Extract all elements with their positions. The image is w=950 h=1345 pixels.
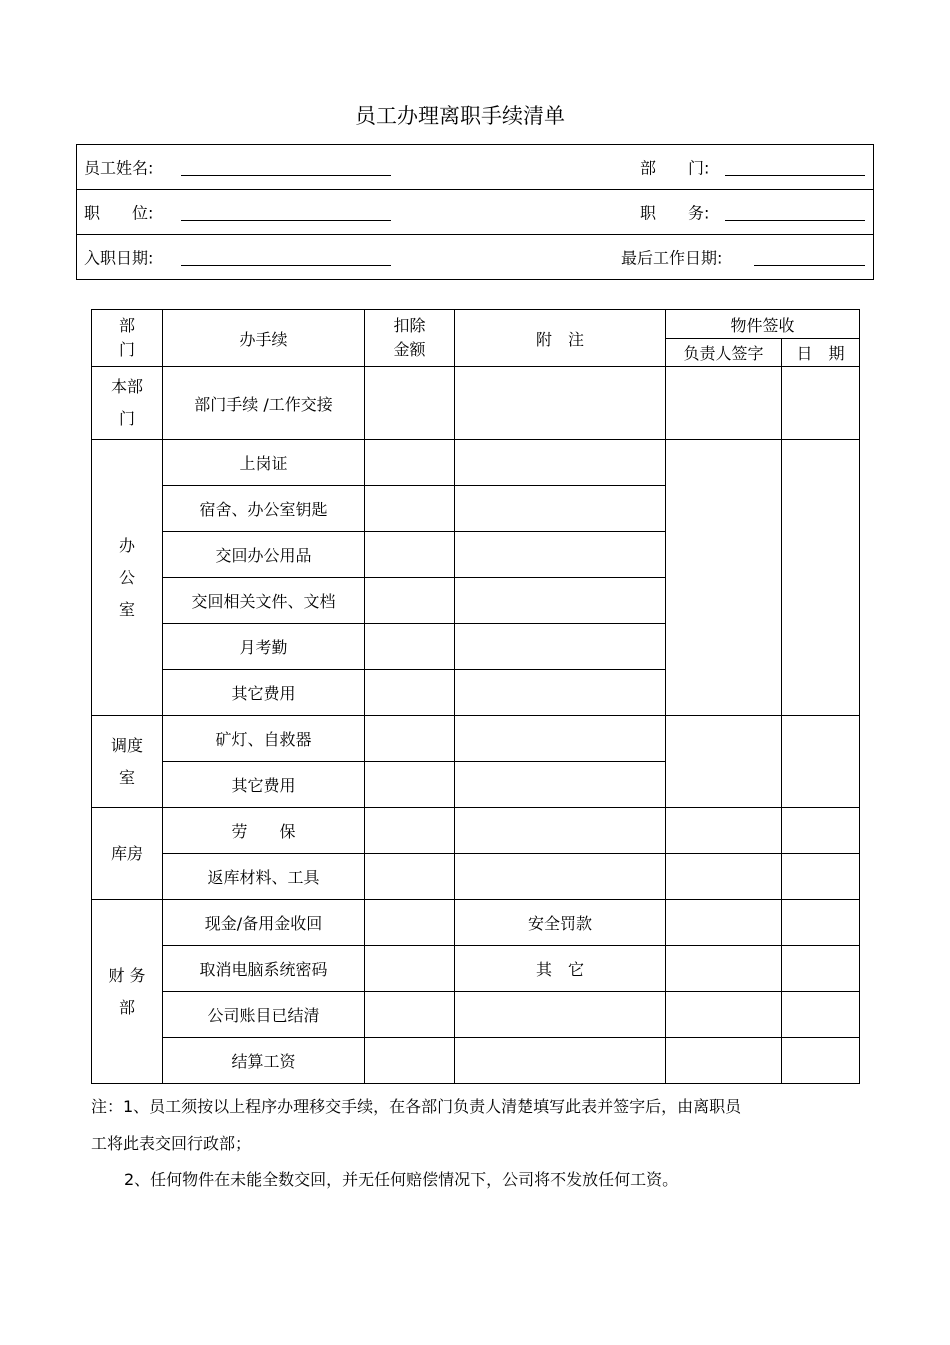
- dept-label: 库房: [110, 843, 143, 863]
- date-cell[interactable]: [782, 992, 860, 1038]
- header-deduction: 扣除 金额: [365, 310, 455, 367]
- header-signer: 负责人签字: [666, 339, 782, 367]
- remarks-cell[interactable]: [455, 1038, 666, 1084]
- table-row: [92, 808, 860, 854]
- deduction-cell[interactable]: [365, 440, 455, 486]
- hire-date-field[interactable]: [181, 265, 391, 266]
- procedure-cell: 其它费用: [163, 762, 365, 808]
- deduction-cell[interactable]: [365, 1038, 455, 1084]
- remarks-cell[interactable]: [455, 440, 666, 486]
- position-label: 职 位:: [84, 203, 154, 223]
- remarks-cell[interactable]: [455, 486, 666, 532]
- last-day-label: 最后工作日期:: [621, 248, 723, 268]
- header-procedure: 办手续: [163, 310, 365, 367]
- procedure-cell: 交回办公用品: [163, 532, 365, 578]
- hire-date-label: 入职日期:: [84, 248, 154, 268]
- deduction-cell[interactable]: [365, 486, 455, 532]
- deduction-cell[interactable]: [365, 992, 455, 1038]
- date-cell[interactable]: [782, 1038, 860, 1084]
- position-field[interactable]: [181, 220, 391, 221]
- remarks-cell[interactable]: [455, 670, 666, 716]
- date-cell[interactable]: [782, 946, 860, 992]
- signer-cell[interactable]: [666, 716, 782, 808]
- procedure-cell: 上岗证: [163, 440, 365, 486]
- table-row: [92, 946, 860, 992]
- procedure-cell: 公司账目已结清: [163, 992, 365, 1038]
- table-row: [92, 900, 860, 946]
- date-cell[interactable]: [782, 716, 860, 808]
- note-line-3: 2、任何物件在未能全数交回，并无任何赔偿情况下，公司将不发放任何工资。: [124, 1170, 679, 1189]
- dept-label: 调度 室: [110, 735, 143, 787]
- note-line-2: 工将此表交回行政部；: [91, 1134, 252, 1153]
- procedure-cell: 部门手续 /工作交接: [163, 367, 365, 440]
- deduction-cell[interactable]: [365, 532, 455, 578]
- duty-label: 职 务:: [640, 203, 710, 223]
- remarks-cell[interactable]: [455, 808, 666, 854]
- deduction-cell[interactable]: [365, 578, 455, 624]
- deduction-cell[interactable]: [365, 624, 455, 670]
- table-row: [92, 440, 860, 486]
- procedure-cell: 矿灯、自救器: [163, 716, 365, 762]
- deduction-cell[interactable]: [365, 670, 455, 716]
- info-row-name: [77, 145, 874, 190]
- deduction-cell[interactable]: [365, 762, 455, 808]
- dept-field[interactable]: [725, 175, 865, 176]
- procedure-cell: 取消电脑系统密码: [163, 946, 365, 992]
- header-remarks: 附 注: [455, 310, 666, 367]
- remarks-cell[interactable]: [455, 532, 666, 578]
- dept-cell: [92, 440, 163, 716]
- deduction-cell[interactable]: [365, 367, 455, 440]
- document-title: 员工办理离职手续清单: [355, 104, 565, 128]
- deduction-cell[interactable]: [365, 946, 455, 992]
- procedure-cell: 其它费用: [163, 670, 365, 716]
- table-row: [92, 854, 860, 900]
- deduction-cell[interactable]: [365, 854, 455, 900]
- procedure-cell: 交回相关文件、文档: [163, 578, 365, 624]
- dept-cell: [92, 900, 163, 1084]
- header-dept: 部 门: [92, 310, 163, 367]
- table-row: [92, 716, 860, 762]
- table-row: [92, 1038, 860, 1084]
- signer-cell[interactable]: [666, 808, 782, 854]
- dept-label: 办 公 室: [118, 535, 135, 619]
- remarks-cell[interactable]: [455, 367, 666, 440]
- dept-cell: [92, 367, 163, 440]
- remarks-cell[interactable]: [455, 578, 666, 624]
- remarks-cell[interactable]: 其 它: [455, 946, 666, 992]
- procedure-cell: 现金/备用金收回: [163, 900, 365, 946]
- procedure-cell: 月考勤: [163, 624, 365, 670]
- remarks-cell[interactable]: [455, 624, 666, 670]
- signer-cell[interactable]: [666, 854, 782, 900]
- duty-field[interactable]: [725, 220, 865, 221]
- signer-cell[interactable]: [666, 946, 782, 992]
- checklist-table: [91, 309, 860, 1084]
- name-label: 员工姓名:: [84, 158, 154, 178]
- remarks-cell[interactable]: [455, 854, 666, 900]
- deduction-cell[interactable]: [365, 808, 455, 854]
- remarks-cell[interactable]: [455, 716, 666, 762]
- procedure-cell: 劳 保: [163, 808, 365, 854]
- remarks-cell[interactable]: [455, 992, 666, 1038]
- dept-cell: [92, 716, 163, 808]
- deduction-cell[interactable]: [365, 900, 455, 946]
- signer-cell[interactable]: [666, 440, 782, 716]
- name-field[interactable]: [181, 175, 391, 176]
- employee-info-box: [76, 144, 874, 280]
- table-row: [92, 992, 860, 1038]
- deduction-cell[interactable]: [365, 716, 455, 762]
- date-cell[interactable]: [782, 808, 860, 854]
- remarks-cell[interactable]: [455, 762, 666, 808]
- procedure-cell: 结算工资: [163, 1038, 365, 1084]
- note-line-1: 注：1、员工须按以上程序办理移交手续，在各部门负责人清楚填写此表并签字后，由离职员: [91, 1097, 742, 1116]
- dept-label: 本部 门: [110, 377, 143, 428]
- date-cell[interactable]: [782, 440, 860, 716]
- procedure-cell: 返库材料、工具: [163, 854, 365, 900]
- date-cell[interactable]: [782, 900, 860, 946]
- procedure-cell: 宿舍、办公室钥匙: [163, 486, 365, 532]
- signer-cell[interactable]: [666, 367, 782, 440]
- remarks-cell[interactable]: 安全罚款: [455, 900, 666, 946]
- dept-cell: [92, 808, 163, 900]
- dept-label: 部 门:: [640, 158, 710, 178]
- signer-cell[interactable]: [666, 900, 782, 946]
- header-receipt: 物件签收: [666, 310, 860, 339]
- last-day-field[interactable]: [754, 265, 865, 266]
- signer-cell[interactable]: [666, 992, 782, 1038]
- signer-cell[interactable]: [666, 1038, 782, 1084]
- date-cell[interactable]: [782, 367, 860, 440]
- dept-label: 财 务 部: [108, 965, 146, 1017]
- info-row-position: [77, 190, 874, 235]
- table-row: [92, 367, 860, 440]
- info-row-dates: [77, 235, 874, 280]
- header-date: 日 期: [782, 339, 860, 367]
- date-cell[interactable]: [782, 854, 860, 900]
